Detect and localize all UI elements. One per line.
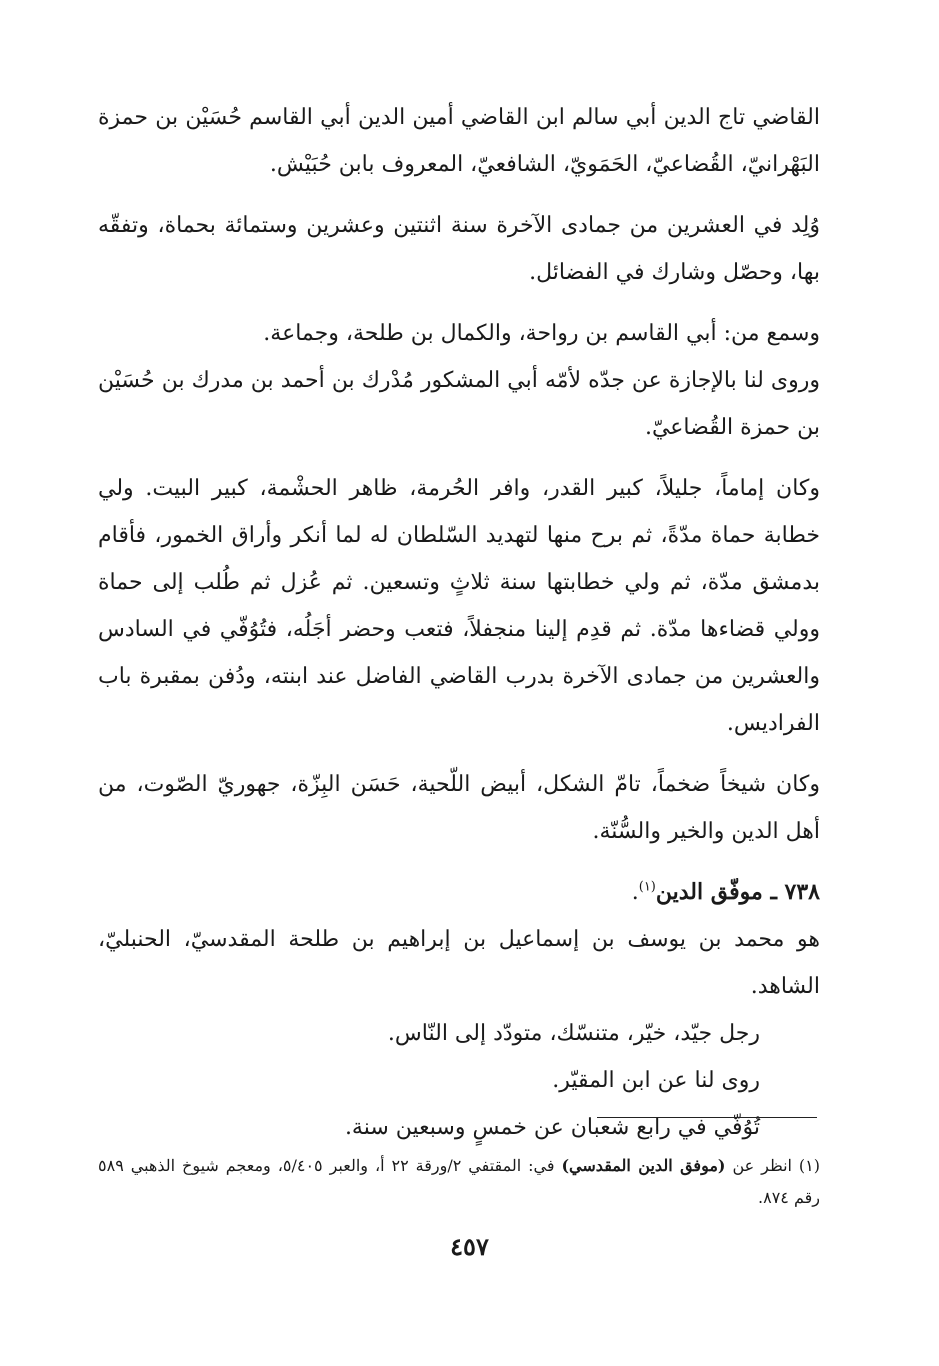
entry-heading-line (98, 869, 820, 916)
page-number: ٤٥٧ (450, 1232, 489, 1261)
entry-lines (98, 1010, 820, 1151)
paragraph-description: وكان شيخاً ضخماً، تامّ الشكل، أبيض اللّحية، حَسَن البِزّة، جهوريّ الصّوت، من أهل الدين والخير والسُّنّة. (98, 772, 820, 844)
footnote-text: في: المقتفي ٢/ورقة ٢٢ أ، والعبر ٥/٤٠٥، ومعجم شيوخ الذهبي ٥٨٩ رقم ٨٧٤. (98, 1156, 820, 1207)
entry-heading-end: . (631, 880, 639, 905)
paragraph-narration: وروى لنا بالإجازة عن جدّه لأمّه أبي المشكور مُدْرك بن أحمد بن مدرك بن حُسَيْن بن حمزة القُضاعيّ. (98, 368, 820, 440)
footnote (98, 1150, 820, 1214)
entry-line: رجل جيّد، خيّر، متنسّك، متودّد إلى النّاس. (387, 1021, 760, 1046)
entry-intro: هو محمد بن يوسف بن إسماعيل بن إبراهيم بن طلحة المقدسيّ، الحنبليّ، الشاهد. (98, 927, 820, 999)
paragraph-career: وكان إماماً، جليلاً، كبير القدر، وافر الحُرمة، ظاهر الحشْمة، كبير البيت. ولي خطابة حماة مدّةً، ثم برح منها لتهديد السّلطان له لما أنكر وأراق الخمور، فأقام بدمشق مدّة، ثم ولي خطابتها سنة ثلاثٍ وتسعين. ثم عُزل ثم طُلب إلى حماة وولي قضاءها مدّة. ثم قدِم إلينا منجفلاً، فتعب وحضر أجَلُه، فتُوُفّي في السادس والعشرين من جمادى الآخرة بدرب القاضي الفاضل عند ابنته، ودُفن بمقبرة باب الفراديس. (98, 476, 820, 736)
footnote-marker: (١) (638, 879, 656, 895)
footnote-prefix: انظر عن (732, 1156, 792, 1175)
entry-heading: ٧٣٨ ـ موفّق الدين (655, 879, 820, 905)
entry-line: روى لنا عن ابن المقيّر. (552, 1068, 760, 1093)
entry-line: تُوُفّي في رابع شعبان عن خمسٍ وسبعين سنة. (344, 1115, 760, 1140)
paragraph-teachers: وسمع من: أبي القاسم بن رواحة، والكمال بن طلحة، وجماعة. (263, 321, 820, 346)
paragraph-name: القاضي تاج الدين أبي سالم ابن القاضي أمين الدين أبي القاسم حُسَيْن بن حمزة البَهْرانيّ، القُضاعيّ، الحَمَويّ، الشافعيّ، المعروف بابن حُبَيْش. (98, 105, 820, 177)
paragraph-birth: وُلِد في العشرين من جمادى الآخرة سنة اثنتين وعشرين وستمائة بحماة، وتفقّه بها، وحصّل وشارك في الفضائل. (98, 213, 820, 285)
footnote-reference: (موفق الدين المقدسي) (561, 1156, 726, 1175)
footnote-divider (597, 1117, 817, 1118)
footnote-number: (١) (798, 1156, 821, 1175)
main-text (98, 94, 820, 1151)
